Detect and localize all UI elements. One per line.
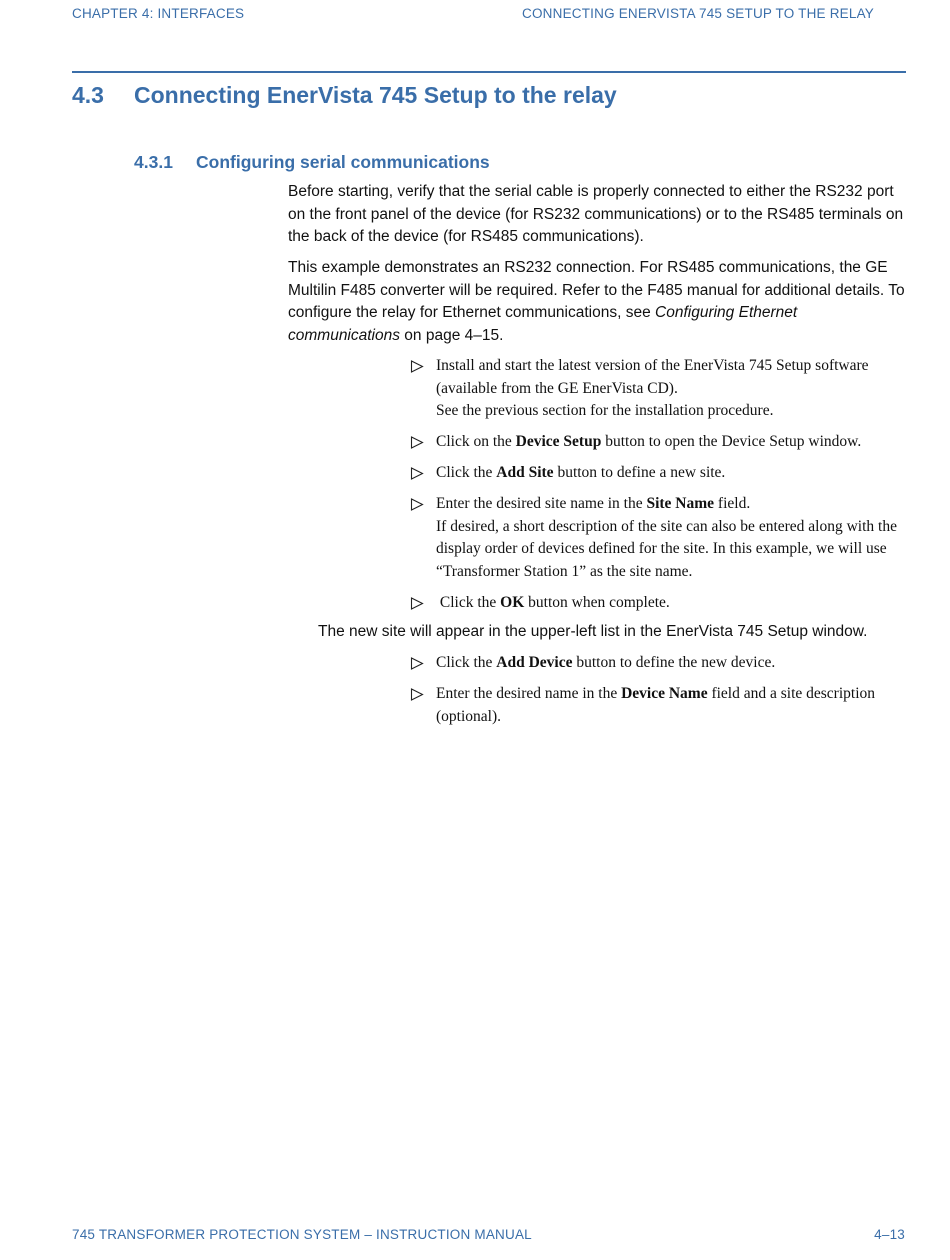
step-text: Enter the desired name in the — [436, 685, 622, 702]
step-line — [436, 493, 910, 516]
result-note: The new site will appear in the upper-left list in the EnerVista 745 Setup window. — [318, 623, 868, 640]
step-note: See the previous section for the installation procedure. — [436, 402, 774, 419]
triangle-bullet-icon — [410, 657, 424, 670]
triangle-bullet-icon — [410, 467, 424, 480]
step-text: Click the — [436, 654, 497, 671]
running-header-chapter: CHAPTER 4: INTERFACES — [72, 6, 245, 21]
running-header-section: CONNECTING ENERVISTA 745 SETUP TO THE RELAY — [522, 6, 874, 21]
section-rule — [72, 71, 906, 73]
step-text: button to open the Device Setup window. — [601, 433, 862, 450]
paragraph-text: This example demonstrates an RS232 connection. For RS485 communications, the GE Multilin F485 converter will be required. Refer to the F485 manual for additional details. To configure the relay for Ethernet communications, see — [288, 259, 905, 321]
step-text: Click the — [436, 464, 497, 481]
triangle-bullet-icon — [410, 688, 424, 701]
triangle-bullet-icon — [410, 597, 424, 610]
page-number: 4–13 — [874, 1227, 905, 1242]
paragraph-rs232-example — [288, 257, 908, 347]
ui-term-device-name: Device Name — [621, 685, 708, 702]
section-heading — [72, 82, 617, 109]
ui-term-device-setup: Device Setup — [515, 433, 602, 450]
step-text: Click on the — [436, 433, 516, 450]
triangle-bullet-icon — [410, 360, 424, 373]
step-text: field. — [714, 495, 751, 512]
procedure-step — [410, 493, 910, 583]
step-text: Click the — [436, 593, 501, 611]
paragraph-serial-cable: Before starting, verify that the serial cable is properly connected to either the RS232 port on the front panel of the device (for RS232 communications) or to the RS485 terminals on the back of the device (for RS485 communications). — [288, 183, 904, 245]
paragraph-text: on page 4–15. — [400, 326, 504, 344]
procedure-step — [410, 652, 910, 675]
ui-term-add-site: Add Site — [496, 464, 554, 481]
subsection-title: Configuring serial communications — [196, 152, 490, 172]
cross-reference-link[interactable]: Configuring Ethernet communications — [288, 304, 798, 344]
step-text: Install and start the latest version of the EnerVista 745 Setup software (available from the GE EnerVista CD). — [436, 357, 869, 397]
procedure-steps-site — [410, 355, 910, 623]
step-text: button to define the new device. — [572, 654, 776, 671]
step-note: If desired, a short description of the site can also be entered along with the display order of devices defined for the site. In this example, we will use “Transformer Station 1” as the site name. — [436, 517, 897, 580]
subsection-number: 4.3.1 — [134, 152, 173, 172]
triangle-bullet-icon — [410, 436, 424, 449]
step-text: Enter the desired site name in the — [436, 495, 647, 512]
triangle-bullet-icon — [410, 498, 424, 511]
ui-term-ok: OK — [500, 593, 525, 611]
procedure-step — [410, 355, 910, 423]
step-text: button when complete. — [524, 593, 670, 611]
step-text: button to define a new site. — [553, 464, 726, 481]
procedure-step — [410, 462, 910, 485]
step-text: field and a site description (optional). — [436, 685, 876, 725]
subsection-heading — [134, 152, 490, 173]
procedure-step — [410, 592, 910, 615]
section-number: 4.3 — [72, 82, 104, 108]
procedure-step — [410, 683, 910, 728]
footer-manual-title: 745 TRANSFORMER PROTECTION SYSTEM – INSTRUCTION MANUAL — [72, 1227, 532, 1242]
procedure-steps-device — [410, 652, 910, 737]
section-title: Connecting EnerVista 745 Setup to the relay — [134, 82, 617, 108]
ui-term-add-device: Add Device — [496, 654, 573, 671]
ui-term-site-name: Site Name — [646, 495, 715, 512]
procedure-step — [410, 431, 910, 454]
